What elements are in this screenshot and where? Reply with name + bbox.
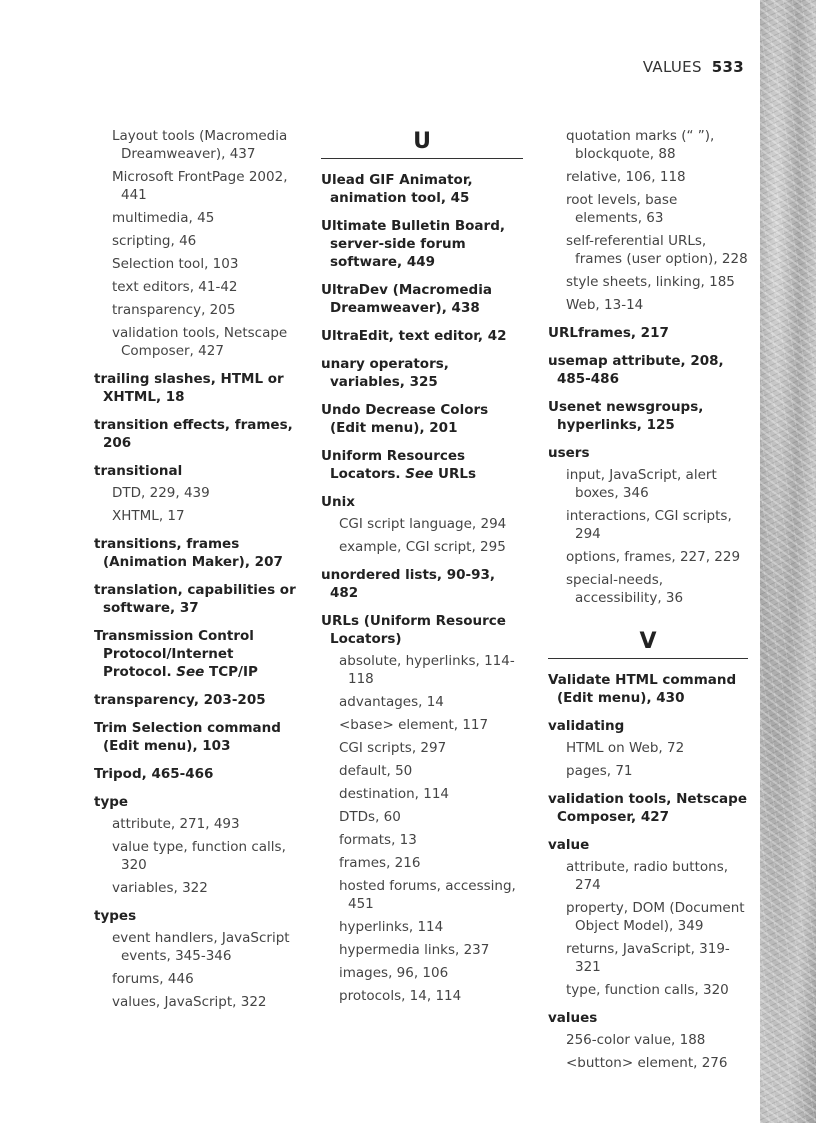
- index-subentry: validation tools, Netscape Composer, 427: [112, 325, 288, 359]
- index-entry: transparency, 203-205: [94, 692, 266, 708]
- index-entry: validation tools, Netscape Composer, 427: [548, 791, 747, 825]
- index-entry: URLframes, 217: [548, 325, 669, 341]
- index-subentry: Web, 13-14: [566, 297, 644, 313]
- index-subentry: destination, 114: [339, 786, 449, 802]
- index-subentry: attribute, radio buttons, 274: [566, 859, 729, 893]
- index-subentry: absolute, hyperlinks, 114-118: [339, 653, 515, 687]
- index-subentry: property, DOM (Document Object Model), 349: [566, 900, 745, 934]
- index-subentry: hyperlinks, 114: [339, 919, 444, 935]
- index-entry: unary operators, variables, 325: [321, 356, 449, 390]
- index-entry-text: Uniform Resources Locators.: [321, 448, 466, 482]
- index-subentry: CGI script language, 294: [339, 516, 507, 532]
- index-subentry: interactions, CGI scripts, 294: [566, 508, 732, 542]
- index-subentry: scripting, 46: [112, 233, 197, 249]
- index-entry: trailing slashes, HTML or XHTML, 18: [94, 371, 284, 405]
- index-subentry: text editors, 41-42: [112, 279, 238, 295]
- index-subentry: 256-color value, 188: [566, 1032, 706, 1048]
- index-entry: [321, 447, 523, 483]
- index-subentry: HTML on Web, 72: [566, 740, 685, 756]
- index-entry: users: [548, 445, 590, 461]
- index-subentry: DTDs, 60: [339, 809, 401, 825]
- see-reference-target: TCP/IP: [209, 664, 258, 680]
- index-subentry: forums, 446: [112, 971, 194, 987]
- index-subentry: DTD, 229, 439: [112, 485, 210, 501]
- index-subentry: images, 96, 106: [339, 965, 449, 981]
- index-entry: Ulead GIF Animator, animation tool, 45: [321, 172, 473, 206]
- index-subentry: self-referential URLs, frames (user option), 228: [566, 233, 748, 267]
- index-subentry: style sheets, linking, 185: [566, 274, 735, 290]
- index-entry: Trim Selection command (Edit menu), 103: [94, 720, 281, 754]
- index-subentry: <button> element, 276: [566, 1055, 728, 1071]
- header-section-title: VALUES: [642, 58, 702, 76]
- index-column-2: [321, 127, 523, 1010]
- index-subentry: frames, 216: [339, 855, 421, 871]
- index-subentry: returns, JavaScript, 319-321: [566, 941, 730, 975]
- index-subentry: formats, 13: [339, 832, 417, 848]
- index-subentry: relative, 106, 118: [566, 169, 686, 185]
- index-entry: transition effects, frames, 206: [94, 417, 293, 451]
- index-entry: translation, capabilities or software, 37: [94, 582, 296, 616]
- index-subentry: protocols, 14, 114: [339, 988, 462, 1004]
- index-entry: [94, 627, 302, 681]
- index-subentry: XHTML, 17: [112, 508, 185, 524]
- index-entry: type: [94, 794, 129, 810]
- index-column-3: [548, 127, 748, 1077]
- page-number: 533: [711, 58, 744, 76]
- index-entry: Unix: [321, 494, 355, 510]
- see-reference-target: URLs: [438, 466, 476, 482]
- index-entry: transitions, frames (Animation Maker), 207: [94, 536, 283, 570]
- index-subentry: hosted forums, accessing, 451: [339, 878, 516, 912]
- index-subentry: special-needs, accessibility, 36: [566, 572, 684, 606]
- index-subentry: value type, function calls, 320: [112, 839, 286, 873]
- index-subentry: Microsoft FrontPage 2002, 441: [112, 169, 288, 203]
- index-subentry: default, 50: [339, 763, 413, 779]
- index-column-1: [94, 127, 302, 1016]
- see-reference-label: See: [405, 466, 434, 482]
- index-subentry: event handlers, JavaScript events, 345-346: [112, 930, 290, 964]
- index-subentry: advantages, 14: [339, 694, 444, 710]
- running-header: [0, 58, 744, 76]
- index-entry: Ultimate Bulletin Board, server-side forum software, 449: [321, 218, 505, 270]
- section-letter-u: U: [321, 127, 523, 159]
- index-entry: UltraDev (Macromedia Dreamweaver), 438: [321, 282, 492, 316]
- index-entry: validating: [548, 718, 625, 734]
- index-subentry: transparency, 205: [112, 302, 236, 318]
- index-entry: Validate HTML command (Edit menu), 430: [548, 672, 737, 706]
- index-entry: values: [548, 1010, 598, 1026]
- index-entry: types: [94, 908, 137, 924]
- index-entry: URLs (Uniform Resource Locators): [321, 613, 506, 647]
- index-entry: usemap attribute, 208, 485-486: [548, 353, 724, 387]
- page-edge-texture: [760, 0, 816, 1123]
- index-subentry: hypermedia links, 237: [339, 942, 490, 958]
- index-subentry: <base> element, 117: [339, 717, 489, 733]
- index-subentry: quotation marks (“ ”), blockquote, 88: [566, 128, 715, 162]
- index-entry: UltraEdit, text editor, 42: [321, 328, 507, 344]
- index-subentry: pages, 71: [566, 763, 633, 779]
- index-entry: value: [548, 837, 590, 853]
- index-subentry: Layout tools (Macromedia Dreamweaver), 437: [112, 128, 288, 162]
- index-entry: Usenet newsgroups, hyperlinks, 125: [548, 399, 704, 433]
- index-entry: unordered lists, 90-93, 482: [321, 567, 496, 601]
- index-subentry: CGI scripts, 297: [339, 740, 447, 756]
- see-reference-label: See: [176, 664, 205, 680]
- index-subentry: Selection tool, 103: [112, 256, 239, 272]
- index-entry: Tripod, 465-466: [94, 766, 214, 782]
- index-entry: transitional: [94, 463, 183, 479]
- index-subentry: options, frames, 227, 229: [566, 549, 741, 565]
- index-subentry: multimedia, 45: [112, 210, 215, 226]
- index-subentry: variables, 322: [112, 880, 208, 896]
- index-subentry: example, CGI script, 295: [339, 539, 506, 555]
- index-subentry: values, JavaScript, 322: [112, 994, 267, 1010]
- index-entry: Undo Decrease Colors (Edit menu), 201: [321, 402, 489, 436]
- index-subentry: type, function calls, 320: [566, 982, 729, 998]
- index-entry-text: Transmission Control Protocol/Internet Protocol.: [94, 628, 254, 680]
- index-subentry: root levels, base elements, 63: [566, 192, 678, 226]
- section-letter-v: V: [548, 627, 748, 659]
- index-subentry: input, JavaScript, alert boxes, 346: [566, 467, 717, 501]
- index-subentry: attribute, 271, 493: [112, 816, 240, 832]
